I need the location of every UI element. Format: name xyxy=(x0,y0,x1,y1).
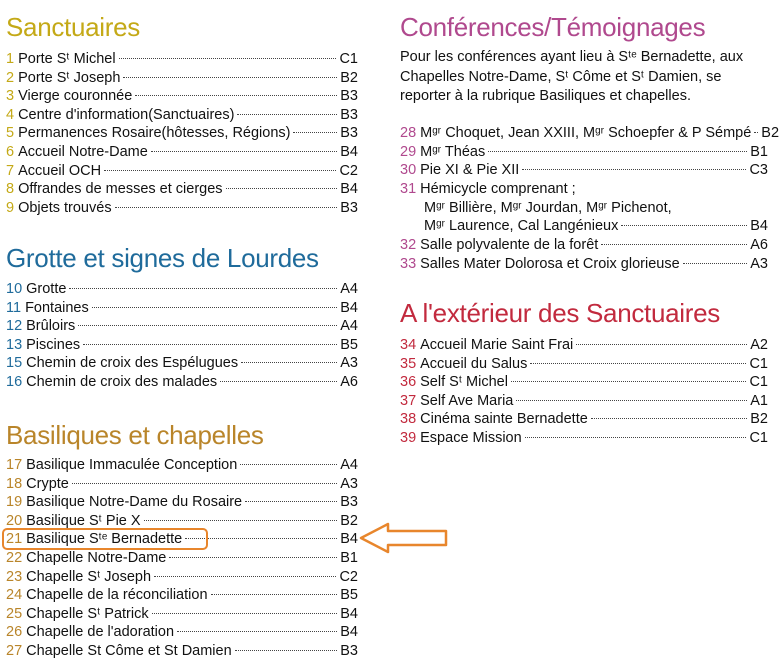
leader-dots xyxy=(621,225,747,226)
grid-reference: C2 xyxy=(339,162,358,179)
list-item xyxy=(6,493,358,512)
item-number: 24 xyxy=(6,587,23,604)
grid-reference: A1 xyxy=(750,392,768,409)
grid-reference: A4 xyxy=(340,457,358,473)
leader-dots xyxy=(144,520,338,521)
leader-dots xyxy=(177,631,337,632)
leader-dots xyxy=(169,557,337,558)
leader-dots xyxy=(576,344,747,345)
leader-dots xyxy=(104,170,336,171)
item-number: 6 xyxy=(6,143,15,160)
grid-reference: B4 xyxy=(340,299,358,316)
highlight-box xyxy=(2,528,208,550)
item-label: Porte Sᵗ Michel xyxy=(18,51,116,67)
section-title-basiliques: Basiliques et chapelles xyxy=(6,420,264,450)
grid-reference: A4 xyxy=(340,281,358,297)
item-label: Cinéma sainte Bernadette xyxy=(420,411,588,428)
leader-dots xyxy=(530,363,746,364)
leader-dots xyxy=(516,400,747,401)
item-label: Chapelle St Côme et St Damien xyxy=(26,642,232,659)
grid-reference: C1 xyxy=(749,355,768,372)
leader-dots xyxy=(83,344,337,345)
list-item xyxy=(6,354,358,373)
item-number: 22 xyxy=(6,549,23,566)
list-item xyxy=(6,623,358,642)
item-number: 10 xyxy=(6,281,23,297)
item-label: Accueil du Salus xyxy=(420,355,528,372)
list-conferences xyxy=(400,124,779,180)
item-label: Pie XI & Pie XII xyxy=(420,162,520,179)
item-label: Brûloirs xyxy=(26,318,76,335)
grid-reference: B3 xyxy=(340,494,358,511)
leader-dots xyxy=(245,501,337,502)
list-item xyxy=(6,143,358,162)
item-label: Accueil Notre-Dame xyxy=(18,143,148,160)
grid-reference: B4 xyxy=(340,624,358,641)
grid-reference: A3 xyxy=(750,255,768,272)
list-item xyxy=(6,162,358,181)
list-item xyxy=(6,549,358,568)
item-number: 37 xyxy=(400,392,417,409)
item-label: Offrandes de messes et cierges xyxy=(18,181,223,198)
list-exterieur xyxy=(400,336,768,448)
item-label: Basilique Sᵗ Pie X xyxy=(26,512,141,529)
item-label: Porte Sᵗ Joseph xyxy=(18,69,121,86)
list-item xyxy=(6,199,358,218)
item-label: Grotte xyxy=(26,281,67,297)
list-grotte xyxy=(6,280,358,392)
item-number: 15 xyxy=(6,355,23,372)
grid-reference: B2 xyxy=(340,512,358,529)
item-label: Chapelle de la réconciliation xyxy=(26,587,208,604)
item-label: Chemin de croix des Espélugues xyxy=(26,355,239,372)
leader-dots xyxy=(185,538,337,539)
list-item xyxy=(6,69,358,88)
list-item xyxy=(6,642,358,661)
item-number: 39 xyxy=(400,429,417,446)
list-item xyxy=(400,336,768,355)
item-number: 19 xyxy=(6,494,23,511)
item-label: Crypte xyxy=(26,475,69,492)
leader-dots xyxy=(78,325,337,326)
item-label: Chapelle Sᵗ Joseph xyxy=(26,568,152,585)
list-item xyxy=(6,299,358,318)
leader-dots xyxy=(151,151,337,152)
item-label: Accueil OCH xyxy=(18,162,102,179)
item-number: 36 xyxy=(400,374,417,391)
list-item xyxy=(6,87,358,106)
list-item xyxy=(400,161,768,180)
section-title-exterieur: A l'extérieur des Sanctuaires xyxy=(400,298,720,328)
item-number: 16 xyxy=(6,373,23,390)
hemicycle-line2: Mᵍʳ Billière, Mᵍʳ Jourdan, Mᵍʳ Pichenot, xyxy=(424,199,672,216)
item-label: Permanences Rosaire(hôtesses, Régions) xyxy=(18,125,291,142)
grid-reference: B5 xyxy=(340,336,358,353)
list-sanctuaires xyxy=(6,50,358,217)
item-number: 34 xyxy=(400,337,417,353)
hemicycle-entry xyxy=(400,180,768,236)
grid-reference: A4 xyxy=(340,318,358,335)
item-number: 25 xyxy=(6,605,23,622)
list-item xyxy=(400,236,768,255)
leader-dots xyxy=(511,381,747,382)
item-number: 23 xyxy=(6,568,23,585)
grid-reference: B5 xyxy=(340,587,358,604)
grid-reference: A3 xyxy=(340,475,358,492)
item-label: Chapelle Sᵗ Patrick xyxy=(26,605,149,622)
list-item xyxy=(6,568,358,587)
list-item xyxy=(400,410,768,429)
leader-dots xyxy=(488,151,747,152)
leader-dots xyxy=(92,307,338,308)
list-basiliques xyxy=(6,456,358,661)
hemicycle-line1: Hémicycle comprenant ; xyxy=(420,181,576,197)
list-item xyxy=(6,280,358,299)
item-label: Chapelle Notre-Dame xyxy=(26,549,167,566)
leader-dots xyxy=(115,207,338,208)
item-label: Chapelle de l'adoration xyxy=(26,624,175,641)
grid-reference: B3 xyxy=(340,642,358,659)
leader-dots xyxy=(235,650,338,651)
list-item xyxy=(400,355,768,374)
item-number: 28 xyxy=(400,125,417,141)
list-item xyxy=(400,392,768,411)
list-item xyxy=(6,605,358,624)
leader-dots xyxy=(211,594,338,595)
leader-dots xyxy=(522,169,746,170)
grid-reference: B3 xyxy=(340,125,358,142)
grid-reference: C3 xyxy=(749,162,768,179)
leader-dots xyxy=(72,483,337,484)
grid-reference: B3 xyxy=(340,88,358,105)
grid-reference: C1 xyxy=(749,374,768,391)
item-number: 27 xyxy=(6,642,23,659)
list-conferences-2 xyxy=(400,236,768,273)
leader-dots xyxy=(154,576,336,577)
grid-reference: B4 xyxy=(340,143,358,160)
item-number: 33 xyxy=(400,255,417,272)
list-item xyxy=(6,586,358,605)
grid-reference: B1 xyxy=(750,143,768,160)
leader-dots xyxy=(601,244,747,245)
list-item xyxy=(6,336,358,355)
pointer-arrow-icon xyxy=(358,521,450,555)
item-number: 5 xyxy=(6,125,15,142)
item-number: 21 xyxy=(6,531,23,548)
item-label: Mᵍʳ Choquet, Jean XXIII, Mᵍʳ Schoepfer & P Sémpé xyxy=(420,125,752,141)
grid-reference: C1 xyxy=(749,429,768,446)
item-number: 1 xyxy=(6,51,15,67)
leader-dots xyxy=(241,362,337,363)
item-number: 26 xyxy=(6,624,23,641)
item-number: 32 xyxy=(400,237,417,253)
item-label: Self Ave Maria xyxy=(420,392,514,409)
item-label: Chemin de croix des malades xyxy=(26,373,218,390)
section-title-grotte: Grotte et signes de Lourdes xyxy=(6,243,319,273)
item-number: 13 xyxy=(6,336,23,353)
item-number: 17 xyxy=(6,457,23,473)
item-label: Centre d'information(Sanctuaires) xyxy=(18,106,235,123)
section-title-sanctuaires: Sanctuaires xyxy=(6,12,140,42)
grid-reference: A2 xyxy=(750,337,768,353)
item-label: Espace Mission xyxy=(420,429,522,446)
list-item xyxy=(400,143,768,162)
item-number: 35 xyxy=(400,355,417,372)
leader-dots xyxy=(226,188,338,189)
leader-dots xyxy=(754,132,758,133)
item-label: Self Sᵗ Michel xyxy=(420,374,508,391)
list-item xyxy=(400,429,768,448)
item-label: Accueil Marie Saint Frai xyxy=(420,337,574,353)
grid-reference: A3 xyxy=(340,355,358,372)
leader-dots xyxy=(525,437,747,438)
conferences-intro: Pour les conférences ayant lieu à Sᵗᵉ Bernadette, aux Chapelles Notre-Dame, Sᵗ Côme et Sᵗ Damien, se reporter à la rubrique Basiliques et chapelles. xyxy=(400,49,744,104)
item-number: 38 xyxy=(400,411,417,428)
item-label: Salles Mater Dolorosa et Croix glorieuse xyxy=(420,255,680,272)
item-label: Basilique Immaculée Conception xyxy=(26,457,238,473)
item-number: 12 xyxy=(6,318,23,335)
item-number: 9 xyxy=(6,199,15,216)
leader-dots xyxy=(152,613,338,614)
item-number: 8 xyxy=(6,181,15,198)
item-label: Vierge couronnée xyxy=(18,88,133,105)
leader-dots xyxy=(293,132,337,133)
list-item xyxy=(400,124,779,143)
leader-dots xyxy=(135,95,337,96)
item-number: 20 xyxy=(6,512,23,529)
list-item xyxy=(400,373,768,392)
grid-reference: A6 xyxy=(750,237,768,253)
grid-reference: B4 xyxy=(340,531,358,548)
leader-dots xyxy=(220,381,337,382)
leader-dots xyxy=(683,263,748,264)
list-item xyxy=(6,50,358,69)
grid-reference: B2 xyxy=(750,411,768,428)
list-item xyxy=(6,317,358,336)
item-label: Basilique Sᵗᵉ Bernadette xyxy=(26,531,183,548)
leader-dots xyxy=(237,114,337,115)
list-item xyxy=(400,255,768,274)
item-label: Piscines xyxy=(26,336,81,353)
section-title-conferences: Conférences/Témoignages xyxy=(400,12,706,42)
grid-reference: B3 xyxy=(340,106,358,123)
item-number: 3 xyxy=(6,88,15,105)
grid-reference: B2 xyxy=(340,69,358,86)
item-number: 30 xyxy=(400,162,417,179)
list-item xyxy=(6,373,358,392)
list-item xyxy=(6,475,358,494)
grid-reference: B2 xyxy=(761,125,779,141)
item-number: 31 xyxy=(400,181,417,197)
grid-reference: C2 xyxy=(339,568,358,585)
item-number: 4 xyxy=(6,106,15,123)
list-item xyxy=(6,456,358,475)
item-label: Objets trouvés xyxy=(18,199,112,216)
grid-reference: B4 xyxy=(340,181,358,198)
item-number: 18 xyxy=(6,475,23,492)
item-number: 7 xyxy=(6,162,15,179)
grid-reference: A6 xyxy=(340,373,358,390)
list-item xyxy=(6,180,358,199)
leader-dots xyxy=(69,288,337,289)
item-label: Mᵍʳ Théas xyxy=(420,143,486,160)
grid-reference: B3 xyxy=(340,199,358,216)
grid-reference: B1 xyxy=(340,549,358,566)
item-number: 29 xyxy=(400,143,417,160)
leader-dots xyxy=(123,77,337,78)
item-number: 11 xyxy=(6,299,22,316)
leader-dots xyxy=(119,58,337,59)
grid-reference: B4 xyxy=(340,605,358,622)
list-item xyxy=(6,106,358,125)
grid-reference: C1 xyxy=(339,51,358,67)
hemicycle-line3: Mᵍʳ Laurence, Cal Langénieux xyxy=(424,218,619,235)
leader-dots xyxy=(240,464,337,465)
item-label: Basilique Notre-Dame du Rosaire xyxy=(26,494,243,511)
list-item xyxy=(6,124,358,143)
item-number: 2 xyxy=(6,69,15,86)
item-label: Fontaines xyxy=(25,299,89,316)
leader-dots xyxy=(591,418,747,419)
item-label: Salle polyvalente de la forêt xyxy=(420,237,599,253)
grid-reference: B4 xyxy=(750,218,768,235)
